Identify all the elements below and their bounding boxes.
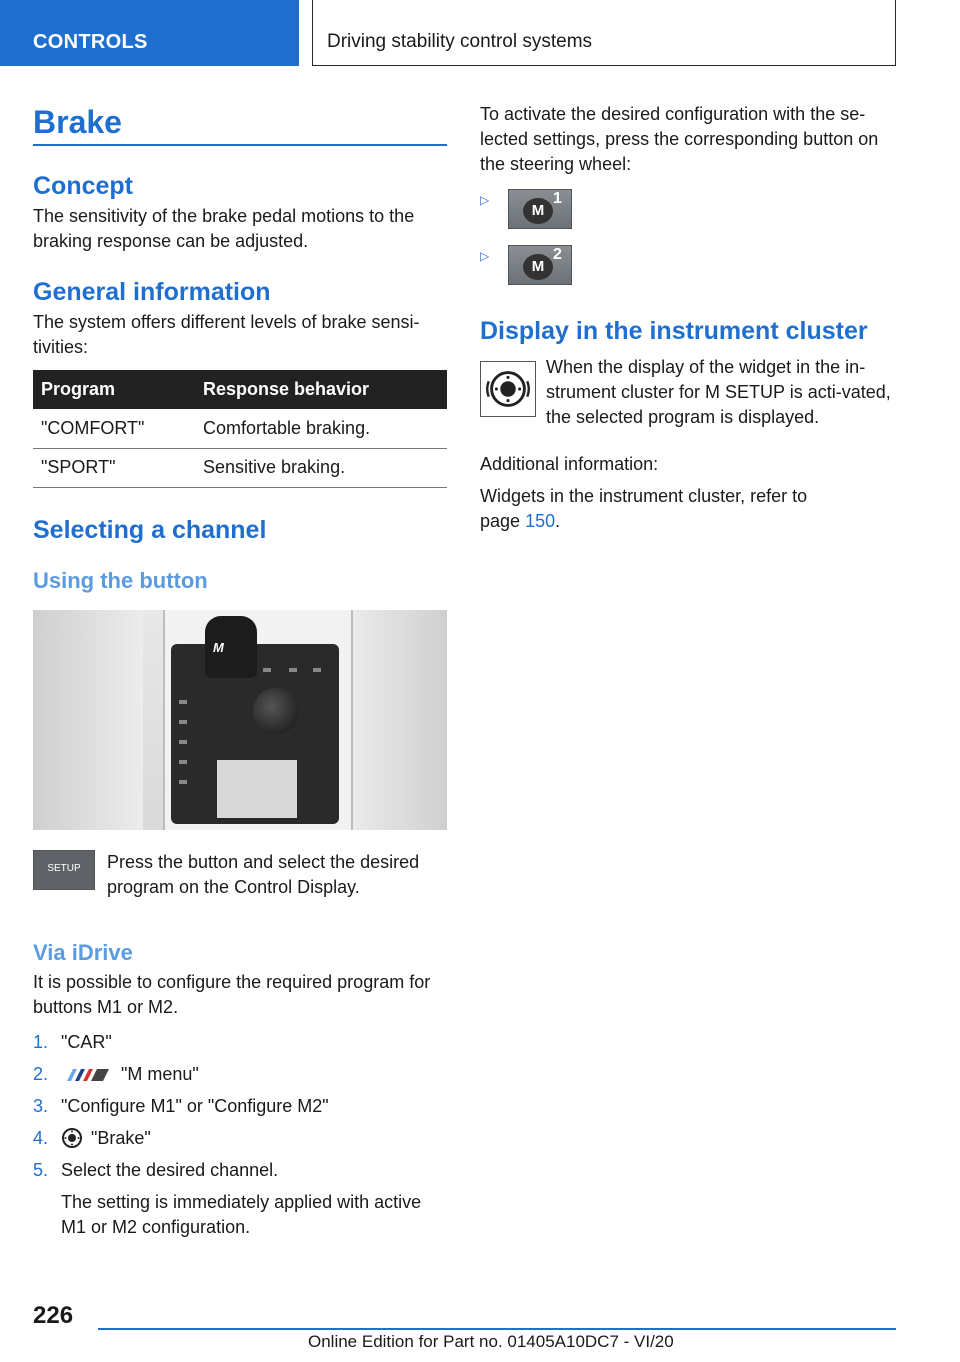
setup-text: Press the button and select the desired program on the Control Display.: [107, 851, 420, 897]
table-header-program: Program: [33, 370, 195, 409]
step-body: [61, 1062, 447, 1087]
console-button: [179, 740, 187, 744]
page-number: 226: [33, 1302, 74, 1329]
program-table: [33, 370, 447, 488]
via-idrive-heading: Via iDrive: [33, 939, 133, 965]
step-text: "Brake": [91, 1127, 151, 1148]
list-item: [33, 1126, 447, 1151]
display-text: When the display of the widget in the in-strument cluster for M SETUP is acti-vated, the selected program is displayed.: [546, 357, 891, 427]
list-item: [33, 1158, 447, 1240]
m-number: 2: [553, 246, 562, 263]
setup-instruction: [33, 850, 447, 900]
console-button: [179, 780, 187, 784]
section-tab: CONTROLS: [0, 0, 299, 66]
step-number: 5.: [33, 1159, 49, 1180]
table-cell: "SPORT": [33, 448, 195, 487]
chapter-title: Driving stability control systems: [312, 0, 896, 66]
step-text: "M menu": [121, 1063, 199, 1084]
general-heading: General information: [33, 278, 271, 306]
phone-tray: [217, 760, 297, 818]
brake-widget-icon: [480, 361, 536, 417]
page-prefix: page: [480, 511, 521, 531]
using-button-heading: Using the button: [33, 567, 208, 593]
step-text: Select the desired channel.: [61, 1159, 279, 1180]
idrive-controller: [253, 688, 299, 734]
console-button: [313, 668, 321, 672]
list-item: [33, 1062, 447, 1087]
display-heading: Display in the instrument cluster: [480, 317, 868, 345]
concept-heading: Concept: [33, 172, 133, 200]
console-button: [263, 668, 271, 672]
step-number: 2.: [33, 1063, 49, 1084]
general-text: The system offers different levels of brake sensi-tivities:: [33, 312, 420, 357]
m-number: 1: [553, 190, 562, 207]
steps-list: [33, 1030, 447, 1240]
step-number: 4.: [33, 1127, 49, 1148]
table-cell: Sensitive braking.: [195, 448, 447, 487]
widgets-reference: [480, 484, 840, 534]
table-header-response: Response behavior: [195, 370, 447, 409]
step-number: 3.: [33, 1095, 49, 1116]
list-item: [480, 189, 900, 229]
bullet-triangle-icon: ▷: [480, 193, 490, 207]
m-label: M: [523, 198, 553, 224]
concept-text: The sensitivity of the brake pedal motions to the braking response can be adjusted.: [33, 206, 415, 251]
step-body: [61, 1126, 447, 1151]
setup-button-icon: [33, 850, 95, 890]
setup-label: SETUP: [47, 862, 81, 874]
console-button: [179, 760, 187, 764]
page-title: Brake: [33, 104, 122, 140]
m-stripes-icon: [61, 1067, 113, 1083]
m2-button-icon: [508, 245, 572, 285]
selecting-heading: Selecting a channel: [33, 515, 267, 544]
list-item: [33, 1030, 447, 1055]
activate-text: To activate the desired configuration with the se-lected settings, press the corresponding button on the steering wheel:: [480, 104, 879, 174]
m-logo: M: [213, 639, 224, 655]
list-item: [33, 1094, 447, 1119]
left-column: [33, 100, 447, 1247]
step-number: 1.: [33, 1031, 49, 1052]
table-row: [33, 448, 447, 487]
left-seat: [33, 610, 143, 830]
step-body: [61, 1158, 447, 1240]
page-suffix: .: [555, 511, 561, 531]
bullet-triangle-icon: ▷: [480, 249, 490, 263]
center-console-photo: [33, 610, 447, 830]
table-row: [33, 409, 447, 448]
console-button: [289, 668, 297, 672]
display-instruction: [480, 357, 900, 430]
console-button: [179, 720, 187, 724]
table-cell: "COMFORT": [33, 409, 195, 448]
step-note: The setting is immediately applied with active M1 or M2 configuration.: [61, 1191, 422, 1237]
list-item: [480, 245, 900, 285]
m-label: M: [523, 254, 553, 280]
widgets-text: Widgets in the instrument cluster, refer to: [480, 486, 808, 506]
step-text: "Configure M1" or "Configure M2": [61, 1095, 329, 1116]
edition-text: Online Edition for Part no. 01405A10DC7 - VI/20: [308, 1332, 674, 1351]
additional-label: Additional information:: [480, 454, 659, 474]
right-seat: [347, 610, 447, 830]
idrive-text: It is possible to configure the required program for buttons M1 or M2.: [33, 971, 431, 1017]
page-link[interactable]: 150: [525, 511, 556, 531]
table-cell: Comfortable braking.: [195, 409, 447, 448]
m1-button-icon: [508, 189, 572, 229]
table-header-row: [33, 370, 447, 409]
footer-rule: [98, 1328, 896, 1330]
brake-disc-icon: [61, 1127, 83, 1149]
console-button: [179, 700, 187, 704]
right-column: [480, 102, 900, 534]
title-rule: [33, 144, 447, 146]
step-text: "CAR": [61, 1031, 112, 1052]
